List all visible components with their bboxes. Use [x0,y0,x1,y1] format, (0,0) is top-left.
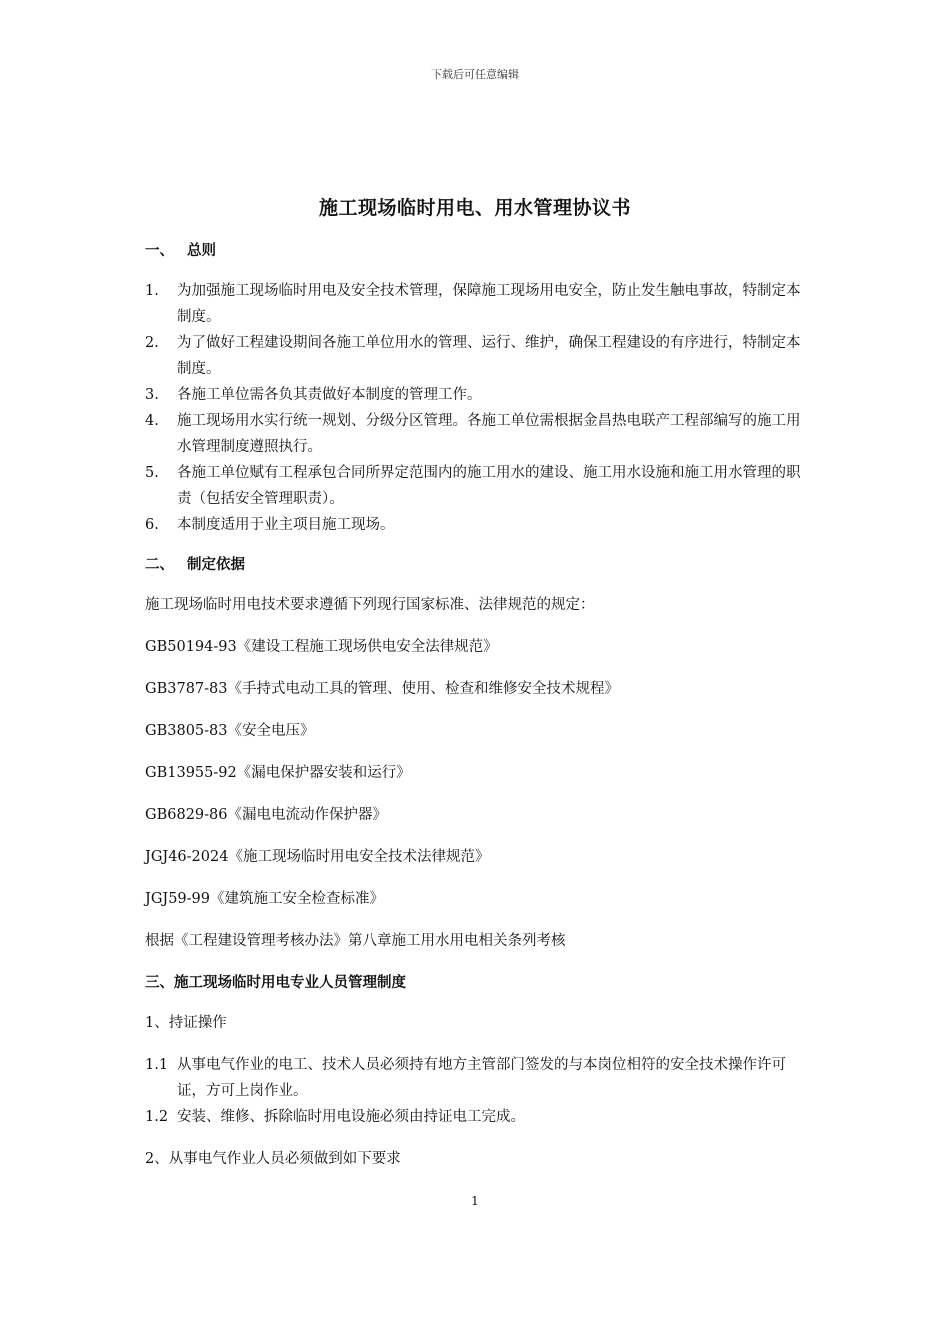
list-item [145,1052,805,1104]
standard-item: GB6829-86《漏电电流动作保护器》 [145,807,387,823]
list-item [145,408,805,460]
standard-item: GB3805-83《安全电压》 [145,723,315,739]
list-item [145,382,805,408]
standard-item: GB50194-93《建设工程施工现场供电安全法律规范》 [145,639,498,655]
item-number: 5. [145,465,159,481]
item-number: 3. [145,387,159,403]
section-heading-personnel: 三、施工现场临时用电专业人员管理制度 [145,974,406,991]
item-text: 安装、维修、拆除临时用电设施必须由持证电工完成。 [177,1109,525,1125]
item-text: 从事电气作业的电工、技术人员必须持有地方主管部门签发的与本岗位相符的安全技术操作许可证，方可上岗作业。 [177,1057,786,1099]
standard-item: JGJ46-2024《施工现场临时用电安全技术法律规范》 [145,849,490,865]
document-body [145,238,805,1188]
item-text: 本制度适用于业主项目施工现场。 [177,517,395,533]
item-text: 为了做好工程建设期间各施工单位用水的管理、运行、维护，确保工程建设的有序进行，特制定本制度。 [177,335,801,377]
standard-item: GB13955-92《漏电保护器安装和运行》 [145,765,411,781]
general-list [145,278,805,538]
section-title: 制定依据 [187,556,245,573]
subsection-title: 2、从事电气作业人员必须做到如下要求 [145,1151,401,1167]
item-number: 4. [145,413,159,429]
section-number: 二、 [145,556,174,573]
standard-item: GB3787-83《手持式电动工具的管理、使用、检查和维修安全技术规程》 [145,681,619,697]
page-header: 下载后可任意编辑 [431,68,519,81]
page-number: 1 [471,1194,479,1208]
list-item [145,512,805,538]
item-text: 各施工单位赋有工程承包合同所界定范围内的施工用水的建设、施工用水设施和施工用水管理的职责（包括安全管理职责）。 [177,465,801,507]
item-number: 2. [145,335,159,351]
section-heading-general [145,238,805,264]
item-number: 1. [145,283,159,299]
subsection-title: 1、持证操作 [145,1015,227,1031]
list-item [145,460,805,512]
document-title: 施工现场临时用电、用水管理协议书 [318,197,631,219]
item-number: 1.2 [145,1109,169,1125]
standard-item: JGJ59-99《建筑施工安全检查标准》 [145,891,385,907]
certification-list [145,1052,805,1130]
standard-item: 根据《工程建设管理考核办法》第八章施工用水用电相关条列考核 [145,933,566,949]
list-item [145,278,805,330]
section-title: 总则 [187,242,216,259]
basis-intro: 施工现场临时用电技术要求遵循下列现行国家标准、法律规范的规定： [145,597,595,613]
item-text: 施工现场用水实行统一规划、分级分区管理。各施工单位需根据金昌热电联产工程部编写的施工用水管理制度遵照执行。 [177,413,801,455]
section-heading-basis [145,552,805,578]
list-item [145,330,805,382]
list-item [145,1104,805,1130]
item-number: 1.1 [145,1057,169,1073]
item-text: 为加强施工现场临时用电及安全技术管理，保障施工现场用电安全，防止发生触电事故，特制定本制度。 [177,283,801,325]
item-number: 6. [145,517,159,533]
section-number: 一、 [145,242,174,259]
item-text: 各施工单位需各负其责做好本制度的管理工作。 [177,387,482,403]
